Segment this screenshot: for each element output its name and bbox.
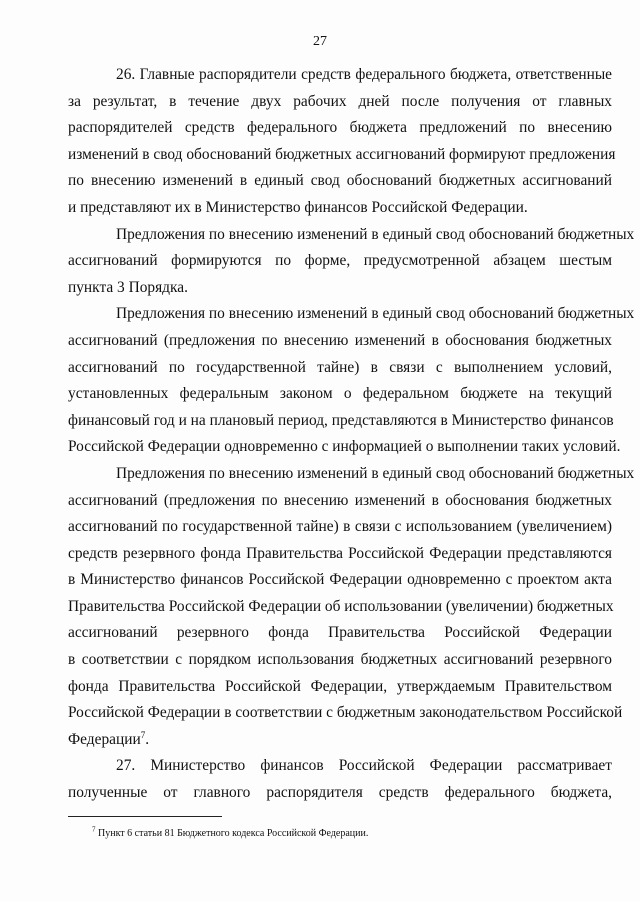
text-line: ассигнований по государственной тайне) в связи с использованием (увеличением) [68, 518, 612, 536]
text-line: Российской Федерации одновременно с информацией о выполнении таких условий. [68, 438, 621, 456]
text-line-with-footnote: Федерации$^7$. [68, 729, 150, 748]
text-line: Федерации [68, 730, 141, 748]
text-line: Правительства Российской Федерации об использовании (увеличении) бюджетных [68, 597, 614, 615]
text-line: в Министерство финансов Российской Федерации одновременно с проектом акта [68, 571, 612, 589]
text-line: фонда Правительства Российской Федерации, утверждаемым Правительством [68, 677, 612, 695]
text-line: Предложения по внесению изменений в единый свод обоснований бюджетных [116, 305, 635, 323]
paragraph-conditions [68, 301, 635, 461]
text-line: Предложения по внесению изменений в единый свод обоснований бюджетных [116, 225, 635, 243]
text-line: ассигнований (предложения по внесению изменений в обоснования бюджетных [68, 491, 612, 509]
text-line: пункта 3 Порядка. [68, 278, 188, 296]
text-line: 26. Главные распорядители средств федерального бюджета, ответственные [116, 66, 612, 83]
text-line: средств резервного фонда Правительства Российской Федерации представляются [68, 544, 612, 562]
document-body [68, 62, 635, 807]
text-line: ассигнований (предложения по внесению изменений в обоснования бюджетных [68, 331, 612, 349]
footnote-text: Пункт 6 статьи 81 Бюджетного кодекса Российской Федерации. [98, 828, 369, 839]
text-line: за результат, в течение двух рабочих дней после получения от главных [68, 92, 612, 110]
footnote-reference[interactable]: 7 [140, 729, 146, 740]
text-line: в соответствии с порядком использования бюджетных ассигнований резервного [68, 651, 612, 669]
footnote [92, 825, 369, 840]
paragraph-reserve-fund [68, 461, 635, 754]
text-line: Российской Федерации в соответствии с бюджетным законодательством Российской [68, 704, 623, 722]
text-line: 27. Министерство финансов Российской Федерации рассматривает [116, 757, 612, 775]
text-line: изменений в свод обоснований бюджетных ассигнований формируют предложения [68, 145, 616, 163]
text-line: ассигнований резервного фонда Правительства Российской Федерации [68, 624, 612, 642]
footnote-mark: 7 [92, 825, 96, 834]
text-line: ассигнований по государственной тайне) в связи с выполнением условий, [68, 358, 612, 376]
text-line: полученные от главного распорядителя средств федерального бюджета, [68, 784, 612, 802]
paragraph-27 [68, 753, 612, 806]
text-line: установленных федеральным законом о федеральном бюджете на текущий [68, 385, 612, 403]
text-line: ассигнований формируются по форме, предусмотренной абзацем шестым [68, 252, 612, 270]
text-line: финансовый год и на плановый период, представляются в Министерство финансов [68, 411, 614, 429]
page-number: 27 [313, 34, 327, 49]
footnote-divider [68, 816, 222, 817]
text-line: распорядителей средств федерального бюджета предложений по внесению [68, 119, 612, 137]
paragraph-form [68, 222, 635, 302]
paragraph-26 [68, 62, 616, 222]
text-line: и представляют их в Министерство финансов Российской Федерации. [68, 198, 528, 216]
text-line: по внесению изменений в единый свод обоснований бюджетных ассигнований [68, 172, 612, 190]
text-line: Предложения по внесению изменений в единый свод обоснований бюджетных [116, 464, 635, 482]
